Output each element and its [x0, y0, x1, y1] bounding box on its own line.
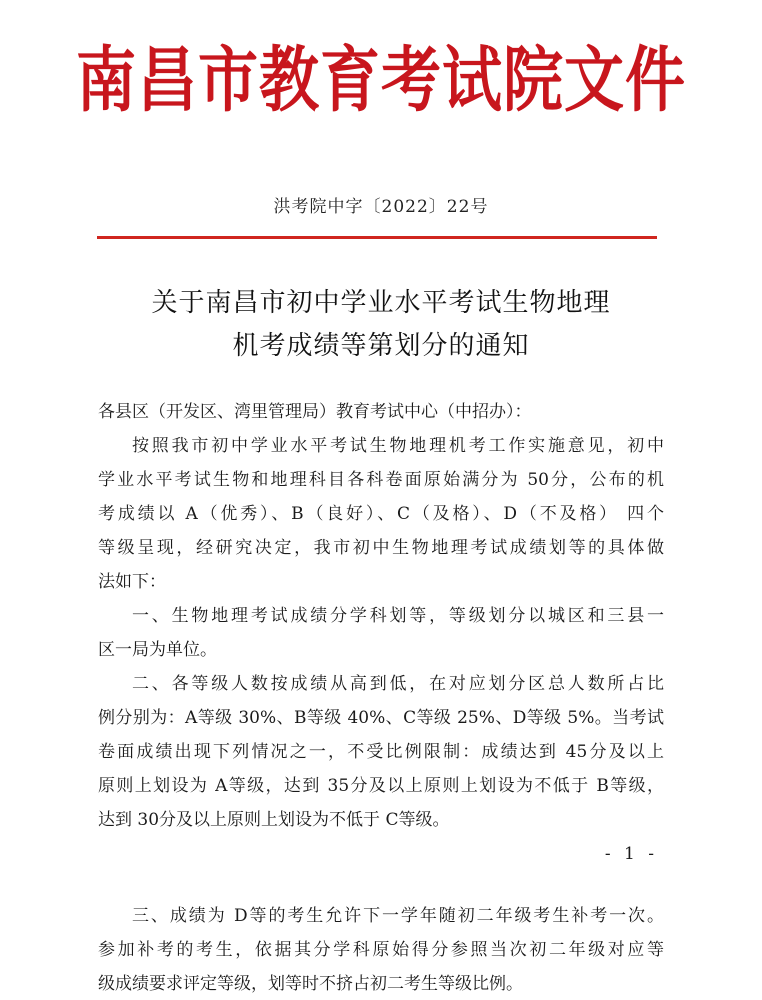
notice-title-line-2: 机考成绩等第划分的通知 — [232, 331, 530, 361]
paragraph-line: 考成绩以 A（优秀）、B（良好）、C（及格）、D（不及格） 四个 — [98, 504, 664, 524]
paragraph-line: 二、各等级人数按成绩从高到低，在对应划分区总人数所占比 — [132, 674, 664, 694]
paragraph-line: 级成绩要求评定等级，划等时不挤占初二考生等级比例。 — [98, 974, 523, 994]
page-number: - 1 - — [604, 844, 658, 864]
red-divider — [97, 236, 657, 239]
paragraph-line: 区一局为单位。 — [98, 640, 217, 660]
paragraph-line: 原则上划设为 A等级，达到 35分及以上原则上划设为不低于 B等级， — [98, 776, 664, 796]
notice-title-line-1: 关于南昌市初中学业水平考试生物地理 — [151, 288, 611, 318]
paragraph-line: 三、成绩为 D等的考生允许下一学年随初二年级考生补考一次。 — [132, 906, 664, 926]
paragraph-line: 达到 30分及以上原则上划设为不低于 C等级。 — [98, 810, 450, 830]
paragraph-line: 学业水平考试生物和地理科目各科卷面原始满分为 50分，公布的机 — [98, 470, 664, 490]
paragraph-line: 等级呈现，经研究决定，我市初中生物地理考试成绩划等的具体做 — [98, 538, 664, 558]
paragraph-line: 按照我市初中学业水平考试生物地理机考工作实施意见，初中 — [132, 436, 664, 456]
salutation-line: 各县区（开发区、湾里管理局）教育考试中心（中招办）： — [98, 402, 532, 422]
org-letterhead: 南昌市教育考试院文件 — [76, 39, 686, 123]
paragraph-line: 一、生物地理考试成绩分学科划等，等级划分以城区和三县一 — [132, 606, 664, 626]
paragraph-line: 例分别为：A等级 30%、B等级 40%、C等级 25%、D等级 5%。当考试 — [98, 708, 664, 728]
paragraph-line: 卷面成绩出现下列情况之一，不受比例限制：成绩达到 45分及以上 — [98, 742, 664, 762]
document-number: 洪考院中字〔2022〕22号 — [273, 197, 489, 217]
paragraph-line: 参加补考的考生，依据其分学科原始得分参照当次初二年级对应等 — [98, 940, 664, 960]
paragraph-line: 法如下： — [98, 572, 166, 592]
